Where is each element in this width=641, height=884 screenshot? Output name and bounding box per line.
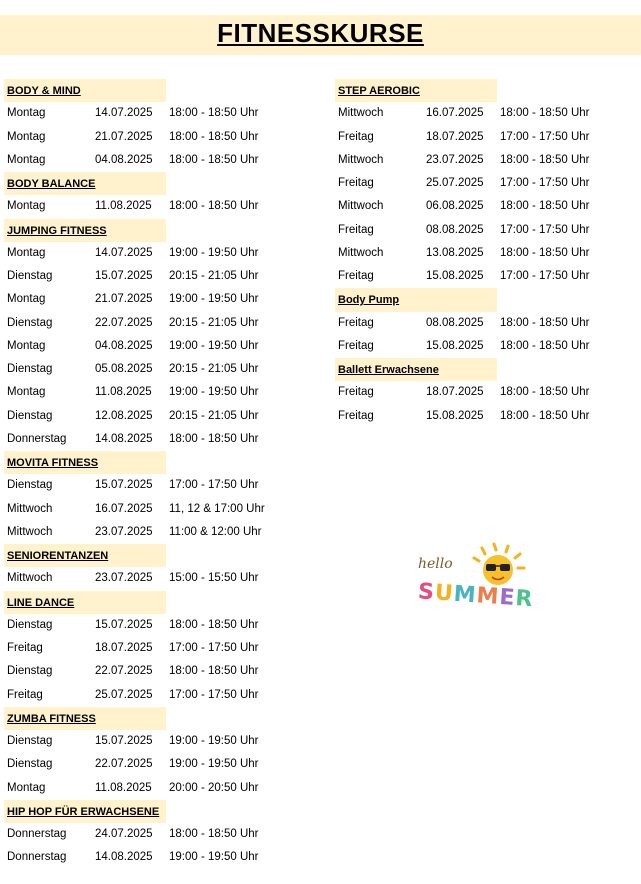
section-header: ZUMBA FITNESS bbox=[4, 707, 166, 730]
schedule-row bbox=[4, 567, 304, 590]
schedule-row bbox=[4, 405, 304, 428]
date-cell: 15.07.2025 bbox=[95, 270, 153, 282]
page-title: FITNESSKURSE bbox=[217, 18, 424, 48]
day-cell: Dienstag bbox=[7, 270, 53, 282]
time-cell: 19:00 - 19:50 Uhr bbox=[169, 293, 259, 306]
time-cell: 18:00 - 18:50 Uhr bbox=[169, 107, 259, 120]
time-cell: 19:00 - 19:50 Uhr bbox=[169, 246, 259, 259]
date-cell: 16.07.2025 bbox=[426, 107, 484, 120]
schedule-row bbox=[4, 381, 304, 404]
time-cell: 18:00 - 18:50 Uhr bbox=[500, 200, 590, 213]
day-cell: Donnerstag bbox=[7, 828, 67, 840]
time-cell: 17:00 - 17:50 Uhr bbox=[169, 479, 259, 492]
date-cell: 24.07.2025 bbox=[95, 828, 153, 840]
day-cell: Montag bbox=[7, 200, 46, 213]
section-header: Ballett Erwachsene bbox=[335, 358, 497, 381]
date-cell: 25.07.2025 bbox=[95, 688, 153, 701]
time-cell: 17:00 - 17:50 Uhr bbox=[500, 223, 590, 236]
section-header: BODY & MIND bbox=[4, 79, 166, 102]
schedule-row bbox=[4, 149, 304, 172]
time-cell: 20:15 - 21:05 Uhr bbox=[169, 363, 259, 375]
date-cell: 22.07.2025 bbox=[95, 758, 153, 771]
date-cell: 23.07.2025 bbox=[426, 153, 484, 166]
date-cell: 14.07.2025 bbox=[95, 107, 153, 120]
time-cell: 18:00 - 18:50 Uhr bbox=[169, 153, 259, 166]
time-cell: 20:15 - 21:05 Uhr bbox=[169, 316, 259, 329]
day-cell: Mittwoch bbox=[338, 153, 384, 166]
schedule-row bbox=[4, 312, 304, 335]
day-cell: Montag bbox=[7, 339, 46, 352]
schedule-row bbox=[4, 335, 304, 358]
schedule-row bbox=[335, 219, 635, 242]
time-cell: 18:00 - 18:50 Uhr bbox=[500, 246, 590, 259]
date-cell: 21.07.2025 bbox=[95, 130, 153, 143]
sun-icon bbox=[474, 544, 524, 585]
schedule-row bbox=[4, 521, 304, 544]
date-cell: 23.07.2025 bbox=[95, 525, 153, 538]
schedule-row bbox=[335, 405, 635, 428]
time-cell: 20:15 - 21:05 Uhr bbox=[169, 270, 259, 282]
date-cell: 08.08.2025 bbox=[426, 223, 484, 236]
schedule-row bbox=[335, 335, 635, 358]
date-cell: 05.08.2025 bbox=[95, 363, 153, 375]
schedule-row bbox=[4, 195, 304, 218]
schedule-row bbox=[4, 498, 304, 521]
time-cell: 11:00 & 12:00 Uhr bbox=[169, 525, 262, 538]
day-cell: Dienstag bbox=[7, 363, 53, 375]
time-cell: 17:00 - 17:50 Uhr bbox=[500, 177, 590, 189]
schedule-row bbox=[335, 172, 635, 195]
schedule-row bbox=[4, 614, 304, 637]
day-cell: Dienstag bbox=[7, 665, 53, 678]
schedule-row bbox=[4, 474, 304, 497]
time-cell: 15:00 - 15:50 Uhr bbox=[169, 572, 259, 585]
day-cell: Montag bbox=[7, 781, 46, 794]
day-cell: Montag bbox=[7, 246, 46, 259]
time-cell: 18:00 - 18:50 Uhr bbox=[500, 409, 590, 422]
day-cell: Dienstag bbox=[7, 735, 53, 747]
day-cell: Freitag bbox=[338, 316, 374, 329]
day-cell: Montag bbox=[7, 153, 46, 166]
date-cell: 21.07.2025 bbox=[95, 293, 153, 306]
time-cell: 18:00 - 18:50 Uhr bbox=[169, 665, 259, 678]
section-header: MOVITA FITNESS bbox=[4, 451, 166, 474]
schedule-row bbox=[335, 312, 635, 335]
date-cell: 08.08.2025 bbox=[426, 316, 484, 329]
day-cell: Freitag bbox=[338, 339, 374, 352]
date-cell: 11.08.2025 bbox=[95, 781, 152, 794]
date-cell: 16.07.2025 bbox=[95, 502, 153, 515]
date-cell: 04.08.2025 bbox=[95, 153, 153, 166]
section-header: STEP AEROBIC bbox=[335, 79, 497, 102]
day-cell: Dienstag bbox=[7, 316, 53, 329]
schedule-row bbox=[4, 637, 304, 660]
schedule-row bbox=[335, 126, 635, 149]
date-cell: 22.07.2025 bbox=[95, 665, 153, 678]
section-header: BODY BALANCE bbox=[4, 172, 166, 195]
time-cell: 19:00 - 19:50 Uhr bbox=[169, 339, 259, 352]
day-cell: Freitag bbox=[338, 177, 374, 189]
time-cell: 20:00 - 20:50 Uhr bbox=[169, 781, 259, 794]
time-cell: 19:00 - 19:50 Uhr bbox=[169, 386, 259, 399]
time-cell: 19:00 - 19:50 Uhr bbox=[169, 758, 259, 771]
day-cell: Dienstag bbox=[7, 409, 53, 422]
time-cell: 19:00 - 19:50 Uhr bbox=[169, 735, 259, 747]
schedule-row bbox=[4, 823, 304, 846]
date-cell: 13.08.2025 bbox=[426, 246, 484, 259]
day-cell: Montag bbox=[7, 130, 46, 143]
time-cell: 18:00 - 18:50 Uhr bbox=[169, 200, 259, 213]
date-cell: 23.07.2025 bbox=[95, 572, 153, 585]
schedule-row bbox=[4, 846, 304, 869]
time-cell: 20:15 - 21:05 Uhr bbox=[169, 409, 259, 422]
section-header: JUMPING FITNESS bbox=[4, 219, 166, 242]
section-header: LINE DANCE bbox=[4, 591, 166, 614]
schedule-column-right bbox=[335, 79, 635, 428]
schedule-row bbox=[335, 102, 635, 125]
time-cell: 11, 12 & 17:00 Uhr bbox=[169, 502, 265, 515]
date-cell: 11.08.2025 bbox=[95, 386, 152, 399]
day-cell: Mittwoch bbox=[7, 525, 53, 538]
date-cell: 04.08.2025 bbox=[95, 339, 153, 352]
day-cell: Freitag bbox=[338, 223, 374, 236]
section-header: SENIORENTANZEN bbox=[4, 544, 166, 567]
schedule-row bbox=[4, 242, 304, 265]
schedule-row bbox=[4, 777, 304, 800]
date-cell: 15.08.2025 bbox=[426, 339, 484, 352]
day-cell: Dienstag bbox=[7, 479, 53, 492]
section-header: Body Pump bbox=[335, 288, 497, 311]
schedule-row bbox=[335, 149, 635, 172]
time-cell: 19:00 - 19:50 Uhr bbox=[169, 851, 259, 864]
schedule-row bbox=[4, 102, 304, 125]
day-cell: Mittwoch bbox=[7, 572, 53, 585]
schedule-row bbox=[4, 684, 304, 707]
time-cell: 17:00 - 17:50 Uhr bbox=[169, 642, 259, 654]
day-cell: Mittwoch bbox=[338, 246, 384, 259]
time-cell: 18:00 - 18:50 Uhr bbox=[169, 432, 259, 445]
time-cell: 18:00 - 18:50 Uhr bbox=[169, 828, 259, 840]
day-cell: Montag bbox=[7, 293, 46, 306]
time-cell: 17:00 - 17:50 Uhr bbox=[500, 130, 590, 143]
schedule-row bbox=[4, 358, 304, 381]
time-cell: 18:00 - 18:50 Uhr bbox=[500, 153, 590, 166]
day-cell: Mittwoch bbox=[7, 502, 53, 515]
schedule-column-left bbox=[4, 79, 304, 870]
schedule-row bbox=[335, 242, 635, 265]
date-cell: 18.07.2025 bbox=[426, 386, 484, 399]
time-cell: 18:00 - 18:50 Uhr bbox=[500, 339, 590, 352]
day-cell: Mittwoch bbox=[338, 107, 384, 120]
date-cell: 14.08.2025 bbox=[95, 851, 153, 864]
schedule-row bbox=[4, 428, 304, 451]
sticker-hello: hello bbox=[418, 556, 453, 572]
schedule-row bbox=[335, 195, 635, 218]
time-cell: 17:00 - 17:50 Uhr bbox=[169, 688, 259, 701]
date-cell: 14.07.2025 bbox=[95, 246, 153, 259]
hello-summer-sticker bbox=[412, 540, 535, 620]
date-cell: 15.08.2025 bbox=[426, 270, 484, 282]
schedule-row bbox=[4, 753, 304, 776]
time-cell: 18:00 - 18:50 Uhr bbox=[500, 386, 590, 399]
day-cell: Donnerstag bbox=[7, 851, 67, 864]
day-cell: Freitag bbox=[338, 130, 374, 143]
date-cell: 12.08.2025 bbox=[95, 409, 153, 422]
day-cell: Mittwoch bbox=[338, 200, 384, 213]
time-cell: 18:00 - 18:50 Uhr bbox=[169, 618, 259, 631]
day-cell: Freitag bbox=[7, 642, 43, 654]
schedule-row bbox=[4, 265, 304, 288]
day-cell: Montag bbox=[7, 107, 46, 120]
time-cell: 18:00 - 18:50 Uhr bbox=[500, 316, 590, 329]
time-cell: 18:00 - 18:50 Uhr bbox=[500, 107, 590, 120]
date-cell: 15.08.2025 bbox=[426, 409, 484, 422]
date-cell: 11.08.2025 bbox=[95, 200, 152, 213]
schedule-row bbox=[4, 126, 304, 149]
date-cell: 15.07.2025 bbox=[95, 735, 153, 747]
day-cell: Dienstag bbox=[7, 618, 53, 631]
date-cell: 18.07.2025 bbox=[95, 642, 153, 654]
date-cell: 15.07.2025 bbox=[95, 479, 153, 492]
date-cell: 25.07.2025 bbox=[426, 177, 484, 189]
date-cell: 06.08.2025 bbox=[426, 200, 484, 213]
day-cell: Freitag bbox=[338, 386, 374, 399]
day-cell: Freitag bbox=[338, 270, 374, 282]
section-header: HIP HOP FÜR ERWACHSENE bbox=[4, 800, 166, 823]
schedule-row bbox=[335, 265, 635, 288]
day-cell: Dienstag bbox=[7, 758, 53, 771]
date-cell: 18.07.2025 bbox=[426, 130, 484, 143]
date-cell: 14.08.2025 bbox=[95, 432, 153, 445]
date-cell: 22.07.2025 bbox=[95, 316, 153, 329]
day-cell: Freitag bbox=[7, 688, 43, 701]
time-cell: 17:00 - 17:50 Uhr bbox=[500, 270, 590, 282]
day-cell: Freitag bbox=[338, 409, 374, 422]
schedule-row bbox=[4, 660, 304, 683]
time-cell: 18:00 - 18:50 Uhr bbox=[169, 130, 259, 143]
schedule-row bbox=[4, 288, 304, 311]
date-cell: 15.07.2025 bbox=[95, 618, 153, 631]
schedule-row bbox=[335, 381, 635, 404]
sticker-summer: SUMMER bbox=[417, 579, 535, 613]
day-cell: Donnerstag bbox=[7, 432, 67, 445]
day-cell: Montag bbox=[7, 386, 46, 399]
schedule-row bbox=[4, 730, 304, 753]
